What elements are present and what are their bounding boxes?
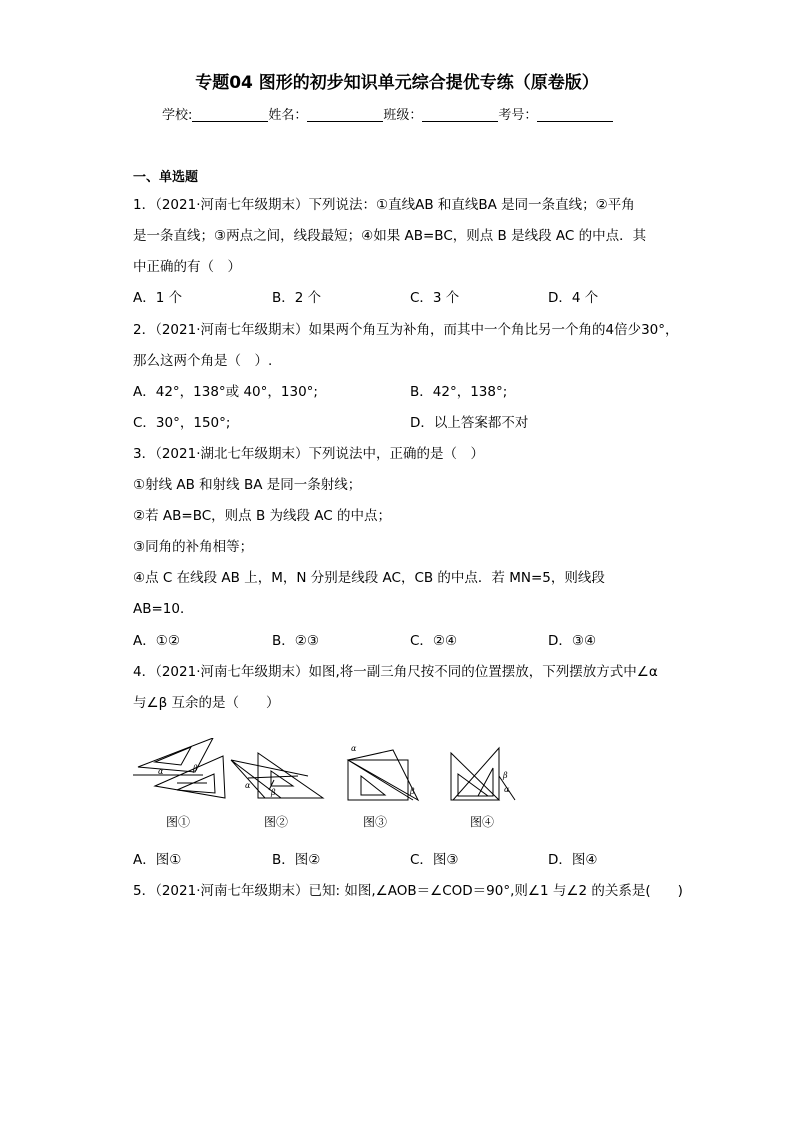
- q1-line3: 中正确的有（ ）: [133, 259, 241, 275]
- fig2-caption: 图②: [264, 815, 289, 829]
- class-blank: [422, 107, 498, 122]
- fig2-alpha-label: α: [245, 781, 251, 790]
- q4-line2: 与∠β 互余的是（ ）: [133, 695, 280, 711]
- triangle-set-figure-1: [133, 738, 225, 798]
- fig2-beta-label: β: [271, 788, 276, 797]
- q2-line2: 那么这两个角是（ ）.: [133, 353, 273, 369]
- fig4-caption: 图④: [470, 815, 495, 829]
- fig1-caption: 图①: [166, 815, 191, 829]
- page-title: 专题04 图形的初步知识单元综合提优专练（原卷版）: [195, 73, 599, 93]
- fig3-caption: 图③: [363, 815, 388, 829]
- q4-figure: [133, 738, 533, 833]
- q4-option-a: A．图①: [133, 852, 182, 868]
- school-blank: [192, 107, 268, 122]
- exam-no-label: 考号：: [498, 108, 538, 123]
- q4-option-b: B．图②: [272, 852, 321, 868]
- q3-statement-4b: AB=10．: [133, 601, 194, 617]
- q1-line2: 是一条直线；③两点之间，线段最短；④如果 AB=BC，则点 B 是线段 AC 的中点．其: [133, 228, 647, 244]
- q2-option-d: D．以上答案都不对: [410, 415, 529, 431]
- q3-option-d: D．③④: [548, 633, 597, 649]
- name-blank: [307, 107, 383, 122]
- q2-option-b: B．42°，138°;: [410, 384, 508, 400]
- fig1-alpha-label: α: [158, 767, 164, 776]
- q3-statement-2: ②若 AB=BC，则点 B 为线段 AC 的中点；: [133, 508, 392, 524]
- q3-statement-4a: ④点 C 在线段 AB 上，M，N 分别是线段 AC，CB 的中点．若 MN=5，则线段: [133, 570, 605, 586]
- q1-option-a: A．1 个: [133, 290, 183, 306]
- triangle-set-figure-2: [231, 753, 323, 798]
- q3-statement-1: ①射线 AB 和射线 BA 是同一条射线；: [133, 477, 362, 493]
- name-label: 姓名：: [268, 108, 308, 123]
- q1-option-b: B．2 个: [272, 290, 322, 306]
- q1-line1: 1．（2021·河南七年级期末）下列说法：①直线AB 和直线BA 是同一条直线；②平角: [133, 197, 635, 213]
- q3-option-c: C．②④: [410, 633, 458, 649]
- section-title: 一、单选题: [133, 170, 199, 185]
- q3-line1: 3．（2021·湖北七年级期末）下列说法中，正确的是（ ）: [133, 446, 484, 462]
- q2-option-c: C．30°，150°;: [133, 415, 231, 431]
- student-info-line: [162, 104, 613, 123]
- school-label: 学校:: [162, 108, 193, 123]
- q1-option-d: D．4 个: [548, 290, 599, 306]
- q4-option-d: D．图④: [548, 852, 598, 868]
- triangle-set-figure-3: [348, 750, 418, 800]
- q1-option-c: C．3 个: [410, 290, 460, 306]
- fig4-alpha-label: α: [504, 785, 510, 794]
- q2-line1: 2．（2021·河南七年级期末）如果两个角互为补角，而其中一个角比另一个角的4倍少30°，: [133, 322, 679, 338]
- fig4-beta-label: β: [503, 771, 508, 780]
- q3-option-a: A．①②: [133, 633, 180, 649]
- q3-statement-3: ③同角的补角相等；: [133, 539, 254, 555]
- q2-option-a: A．42°，138°或 40°，130°;: [133, 384, 318, 400]
- q4-line1: 4．（2021·河南七年级期末）如图,将一副三角尺按不同的位置摆放，下列摆放方式中∠α: [133, 664, 658, 680]
- q3-option-b: B．②③: [272, 633, 319, 649]
- q4-option-c: C．图③: [410, 852, 459, 868]
- fig3-beta-label: β: [410, 787, 415, 796]
- fig3-alpha-label: α: [351, 744, 357, 753]
- exam-no-blank: [537, 107, 613, 122]
- q5-line1: 5．（2021·河南七年级期末）已知: 如图,∠AOB＝∠COD＝90°,则∠1 与∠2 的关系是( ): [133, 883, 683, 899]
- class-label: 班级：: [383, 108, 423, 123]
- fig1-beta-label: β: [193, 764, 198, 773]
